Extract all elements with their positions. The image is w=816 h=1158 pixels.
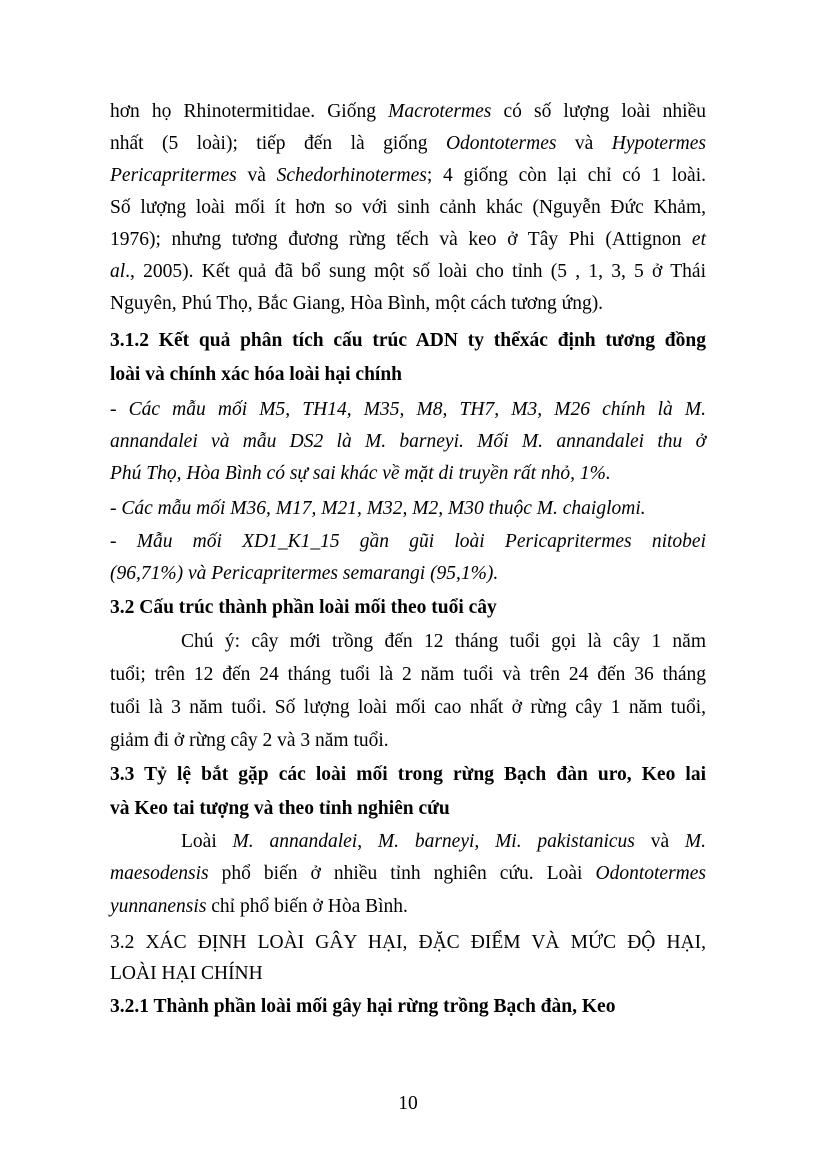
species-name: maesodensis	[110, 863, 209, 884]
text-run: hơn họ Rhinotermitidae. Giống	[110, 101, 389, 122]
genus-name: Pericapritermes	[110, 165, 237, 186]
species-name: yunnanensis	[110, 896, 207, 917]
text-run: ,	[357, 831, 378, 852]
section-heading: và Keo tai tượng và theo tỉnh nghiên cứu	[110, 798, 450, 819]
genus-name: Hypotermes	[611, 133, 706, 154]
paragraph-line	[110, 129, 706, 159]
species-name: M.	[684, 831, 707, 852]
chapter-heading: LOÀI HẠI CHÍNH	[110, 963, 263, 984]
result-line: - Các mẫu mối M36, M17, M21, M32, M2, M30 thuộc M. chaiglomi.	[110, 498, 646, 519]
text-run: có số lượng loài nhiều	[491, 101, 706, 122]
section-heading: loài và chính xác hóa loài hại chính	[110, 364, 403, 385]
species-name: M. barneyi, Mi. pakistanicus	[377, 831, 635, 852]
text-run: nhất (5 loài); tiếp đến là giống	[110, 133, 446, 154]
text-run: và	[634, 831, 685, 852]
genus-name: Odontotermes	[445, 133, 557, 154]
text-run: ., 2005). Kết quả đã bổ sung một số loài cho tỉnh (5 , 1, 3, 5 ở Thái	[125, 261, 706, 282]
section-heading: 3.2 Cấu trúc thành phần loài mối theo tuổi cây	[110, 597, 497, 618]
paragraph-line	[110, 161, 706, 191]
text-run: Loài	[181, 831, 233, 852]
paragraph-line: tuổi là 3 năm tuổi. Số lượng loài mối cao nhất ở rừng cây 1 năm tuổi,	[110, 697, 706, 718]
citation-et: et	[691, 229, 706, 250]
section-heading: 3.2.1 Thành phần loài mối gây hại rừng trồng Bạch đàn, Keo	[110, 996, 616, 1017]
genus-name: Macrotermes	[388, 101, 492, 122]
paragraph-line	[181, 827, 706, 857]
section-heading: 3.3 Tỷ lệ bắt gặp các loài mối trong rừng Bạch đàn uro, Keo lai	[110, 764, 706, 785]
paragraph-line	[110, 97, 706, 127]
text-run: phổ biến ở nhiều tỉnh nghiên cứu. Loài	[208, 863, 596, 884]
page-number: 10	[398, 1093, 418, 1114]
result-line: - Mẫu mối XD1_K1_15 gần gũi loài Pericapritermes nitobei	[110, 531, 706, 552]
genus-name: Schedorhinotermes	[276, 165, 427, 186]
paragraph-line	[110, 257, 706, 287]
citation-al: al	[110, 261, 126, 282]
result-line: Phú Thọ, Hòa Bình có sự sai khác về mặt di truyền rất nhỏ, 1%.	[110, 463, 611, 484]
chapter-heading: 3.2 XÁC ĐỊNH LOÀI GÂY HẠI, ĐẶC ĐIỂM VÀ MỨC ĐỘ HẠI,	[110, 932, 706, 953]
paragraph-line: Nguyên, Phú Thọ, Bắc Giang, Hòa Bình, một cách tương ứng).	[110, 293, 604, 314]
paragraph-line: tuổi; trên 12 đến 24 tháng tuổi là 2 năm tuổi và trên 24 đến 36 tháng	[110, 664, 706, 685]
paragraph-line: giảm đi ở rừng cây 2 và 3 năm tuổi.	[110, 730, 389, 751]
species-name: M. annandalei	[232, 831, 358, 852]
paragraph-line	[110, 892, 706, 922]
paragraph-line	[110, 225, 706, 255]
genus-name: Odontotermes	[595, 863, 706, 884]
result-line: (96,71%) và Pericapritermes semarangi (95,1%).	[110, 563, 499, 584]
text-run: ; 4 giống còn lại chỉ có 1 loài.	[426, 165, 706, 186]
section-heading: 3.1.2 Kết quả phân tích cấu trúc ADN ty thểxác định tương đồng	[110, 330, 706, 351]
text-run: chỉ phổ biến ở Hòa Bình.	[206, 896, 408, 917]
text-run: 1976); nhưng tương đương rừng tếch và keo ở Tây Phi (Attignon	[110, 229, 692, 250]
text-run: và	[556, 133, 612, 154]
paragraph-line	[110, 859, 706, 889]
paragraph-line: Chú ý: cây mới trồng đến 12 tháng tuổi gọi là cây 1 năm	[181, 631, 706, 652]
result-line: annandalei và mẫu DS2 là M. barneyi. Mối M. annandalei thu ở	[110, 431, 706, 452]
paragraph-line: Số lượng loài mối ít hơn so với sinh cảnh khác (Nguyễn Đức Khảm,	[110, 197, 706, 218]
text-run: và	[236, 165, 277, 186]
result-line: - Các mẫu mối M5, TH14, M35, M8, TH7, M3, M26 chính là M.	[110, 399, 706, 420]
